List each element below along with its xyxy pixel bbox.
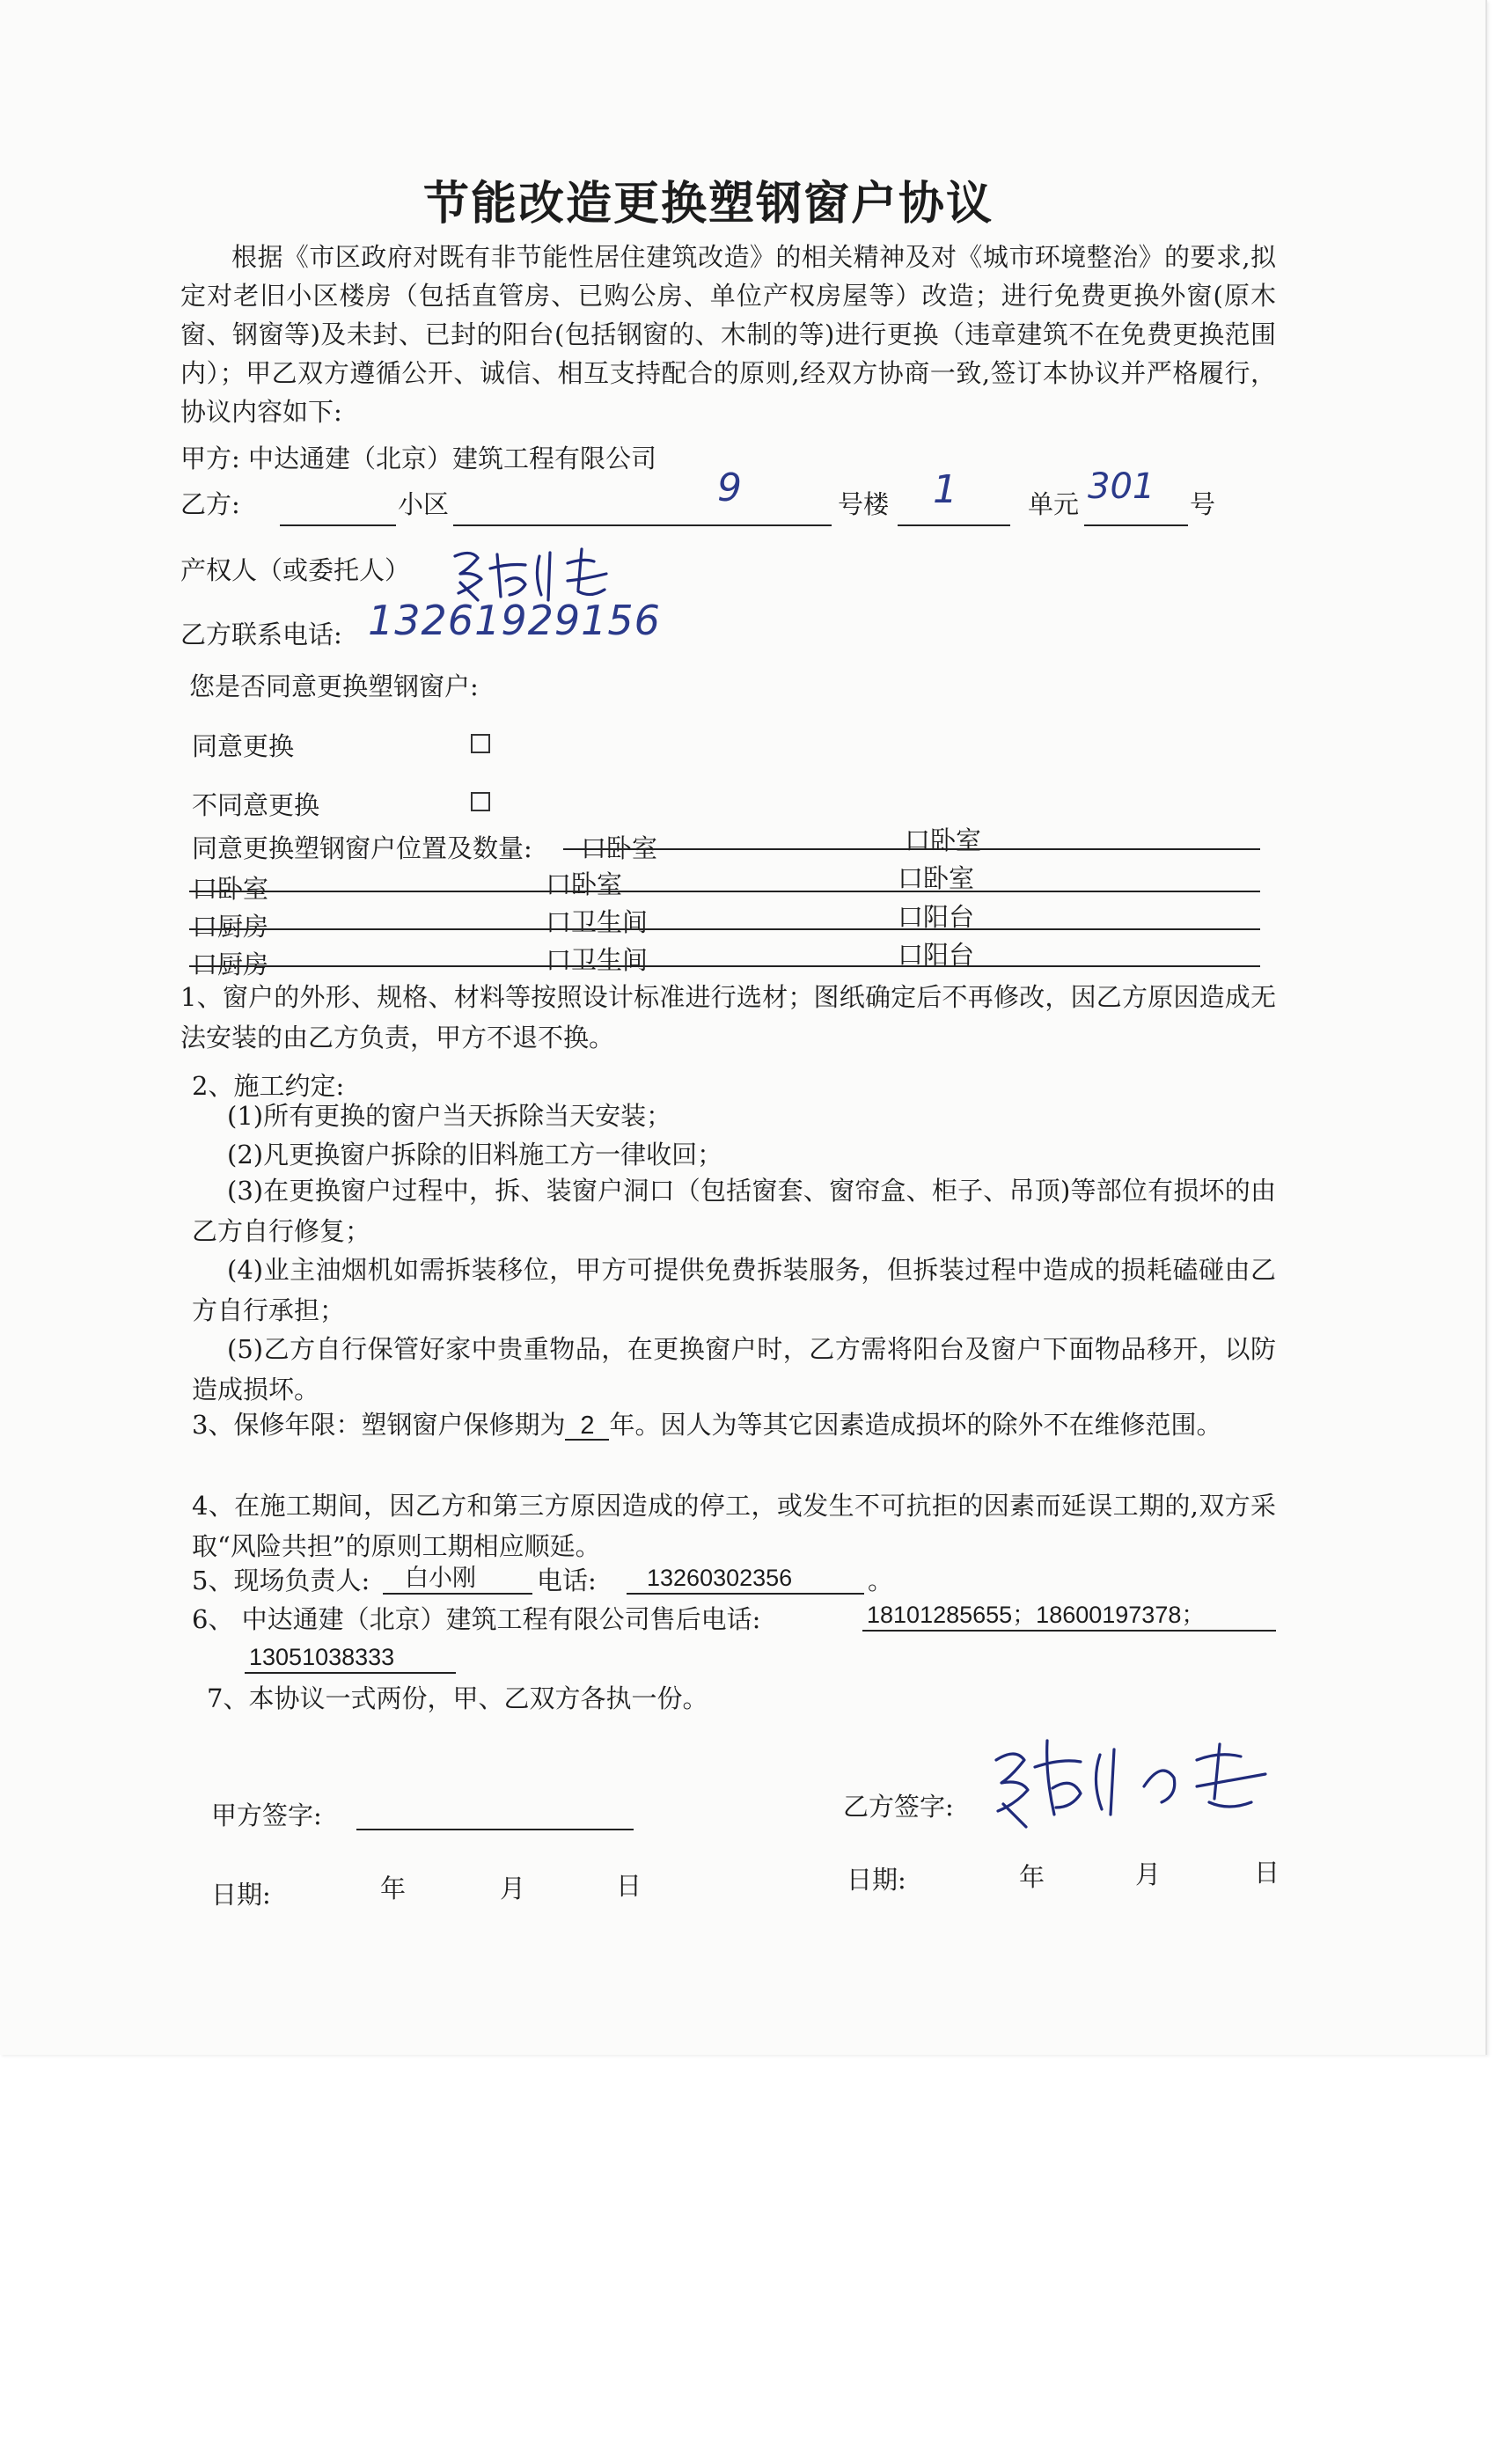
window-row-line <box>189 928 1260 930</box>
party-b-month: 月 <box>1135 1859 1162 1889</box>
aftersales-phones-2: 13051038333 <box>249 1644 395 1670</box>
consent-question: 您是否同意更换塑钢窗户: <box>189 671 479 701</box>
party-b-signature <box>977 1725 1311 1839</box>
building-number-value: 9 <box>717 466 742 510</box>
window-cell[interactable]: 口厨房 <box>192 950 269 979</box>
unit-label: 单元 <box>1028 489 1080 519</box>
supervisor-name: 白小刚 <box>405 1565 476 1591</box>
window-row-line <box>189 891 1260 892</box>
clause-3-suffix: 年。因人为等其它因素造成损坏的除外不在维修范围。 <box>609 1410 1222 1440</box>
window-row-line <box>189 965 1260 967</box>
clause-2-4: (4)业主油烟机如需拆装移位，甲方可提供免费拆装服务，但拆装过程中造成的损耗磕碰由乙方自行承担； <box>192 1255 1276 1325</box>
aftersales-phones-1: 18101285655；18600197378； <box>867 1602 1206 1628</box>
window-cell[interactable]: 口卧室 <box>546 869 623 899</box>
aftersales-line-2 <box>245 1672 456 1674</box>
owner-label: 产权人（或委托人） <box>180 555 411 585</box>
clause-2-5: (5)乙方自行保管好家中贵重物品，在更换窗户时，乙方需将阳台及窗户下面物品移开，以防造成损坏。 <box>192 1334 1276 1404</box>
room-number-value: 301 <box>1088 466 1155 507</box>
clause-5-label: 5、现场负责人: <box>192 1566 370 1595</box>
window-cell[interactable]: 口卧室 <box>905 825 982 855</box>
party-b-blank <box>280 524 396 526</box>
supervisor-phone-line <box>627 1593 864 1595</box>
intro-paragraph: 根据《市区政府对既有非节能性居住建筑改造》的相关精神及对《城市环境整治》的要求,拟定对老旧小区楼房（包括直管房、已购公房、单位产权房屋等）改造；进行免费更换外窗(原木窗、钢窗等)及未封、已封的阳台(包括钢窗的、木制的等)进行更换（违章建筑不在免费更换范围内）；甲乙双方遵循公开、诚信、相互支持配合的原则,经双方协商一致,签订本协议并严格履行，协议内容如下: <box>180 242 1276 427</box>
party-a-month: 月 <box>500 1874 526 1903</box>
window-cell[interactable]: 口阳台 <box>898 902 975 932</box>
party-a-name: 中达通建（北京）建筑工程有限公司 <box>248 444 657 473</box>
community-label: 小区 <box>398 489 450 519</box>
window-cell[interactable]: 口卫生间 <box>546 945 649 975</box>
party-b-label: 乙方: <box>180 489 240 519</box>
party-b-signature-label: 乙方签字: <box>843 1792 954 1822</box>
party-a-year: 年 <box>380 1874 407 1903</box>
window-position-label: 同意更换塑钢窗户位置及数量: <box>192 833 532 863</box>
building-blank <box>898 524 1010 526</box>
community-blank <box>453 524 832 526</box>
disagree-checkbox[interactable] <box>471 792 490 811</box>
clause-3 <box>192 1404 1276 1445</box>
party-a-label: 甲方: <box>180 444 240 473</box>
party-a-day: 日 <box>616 1871 642 1901</box>
party-b-year: 年 <box>1019 1862 1045 1892</box>
agree-label: 同意更换 <box>192 731 295 761</box>
clause-2-2: (2)凡更换窗户拆除的旧料施工方一律收回； <box>227 1140 723 1170</box>
supervisor-name-line <box>383 1593 532 1595</box>
window-cell[interactable]: 口厨房 <box>192 912 269 942</box>
window-row-line <box>563 848 1260 850</box>
party-a-line <box>180 443 656 474</box>
supervisor-phone: 13260302356 <box>647 1565 793 1591</box>
party-a-signature-label: 甲方签字: <box>211 1800 322 1830</box>
clause-1: 1、窗户的外形、规格、材料等按照设计标准进行选材；图纸确定后不再修改，因乙方原因造成无法安装的由乙方负责，甲方不退不换。 <box>180 982 1276 1052</box>
party-b-day: 日 <box>1254 1858 1280 1888</box>
party-b-date-label: 日期: <box>847 1865 906 1895</box>
window-cell[interactable]: 口卧室 <box>581 833 658 863</box>
clause-3-prefix: 3、保修年限：塑钢窗户保修期为 <box>192 1410 566 1440</box>
party-a-signature-line[interactable] <box>356 1829 634 1830</box>
unit-number-value: 1 <box>933 467 957 512</box>
clause-4: 4、在施工期间，因乙方和第三方原因造成的停工，或发生不可抗拒的因素而延误工期的,双方采取“风险共担”的原则工期相应顺延。 <box>192 1491 1276 1561</box>
party-a-date-label: 日期: <box>211 1880 271 1910</box>
window-cell[interactable]: 口卧室 <box>192 874 269 904</box>
window-cell[interactable]: 口卧室 <box>898 863 975 893</box>
document-title: 节能改造更换塑钢窗户协议 <box>422 177 994 231</box>
warranty-years: 2 <box>565 1412 609 1441</box>
building-label: 号楼 <box>838 489 890 519</box>
clause-5-phone-label: 电话: <box>537 1566 597 1595</box>
disagree-label: 不同意更换 <box>192 790 320 820</box>
clause-2-3: (3)在更换窗户过程中，拆、装窗户洞口（包括窗套、窗帘盒、柜子、吊顶)等部位有损坏的由乙方自行修复； <box>192 1176 1276 1246</box>
window-cell[interactable]: 口卫生间 <box>546 907 649 937</box>
phone-label: 乙方联系电话: <box>180 620 342 649</box>
clause-7: 7、本协议一式两份，甲、乙双方各执一份。 <box>207 1683 708 1713</box>
clause-2-heading: 2、施工约定: <box>192 1071 345 1101</box>
unit-blank <box>1084 524 1188 526</box>
aftersales-line-1 <box>862 1630 1276 1632</box>
clause-5-end: 。 <box>868 1566 894 1595</box>
window-cell[interactable]: 口阳台 <box>898 940 975 970</box>
clause-2-1: (1)所有更换的窗户当天拆除当天安装； <box>227 1101 672 1131</box>
phone-value: 13261929156 <box>368 597 661 644</box>
room-label: 号 <box>1190 489 1216 519</box>
clause-6-label: 6、 中达通建（北京）建筑工程有限公司售后电话: <box>192 1604 761 1634</box>
agree-checkbox[interactable] <box>471 734 490 753</box>
